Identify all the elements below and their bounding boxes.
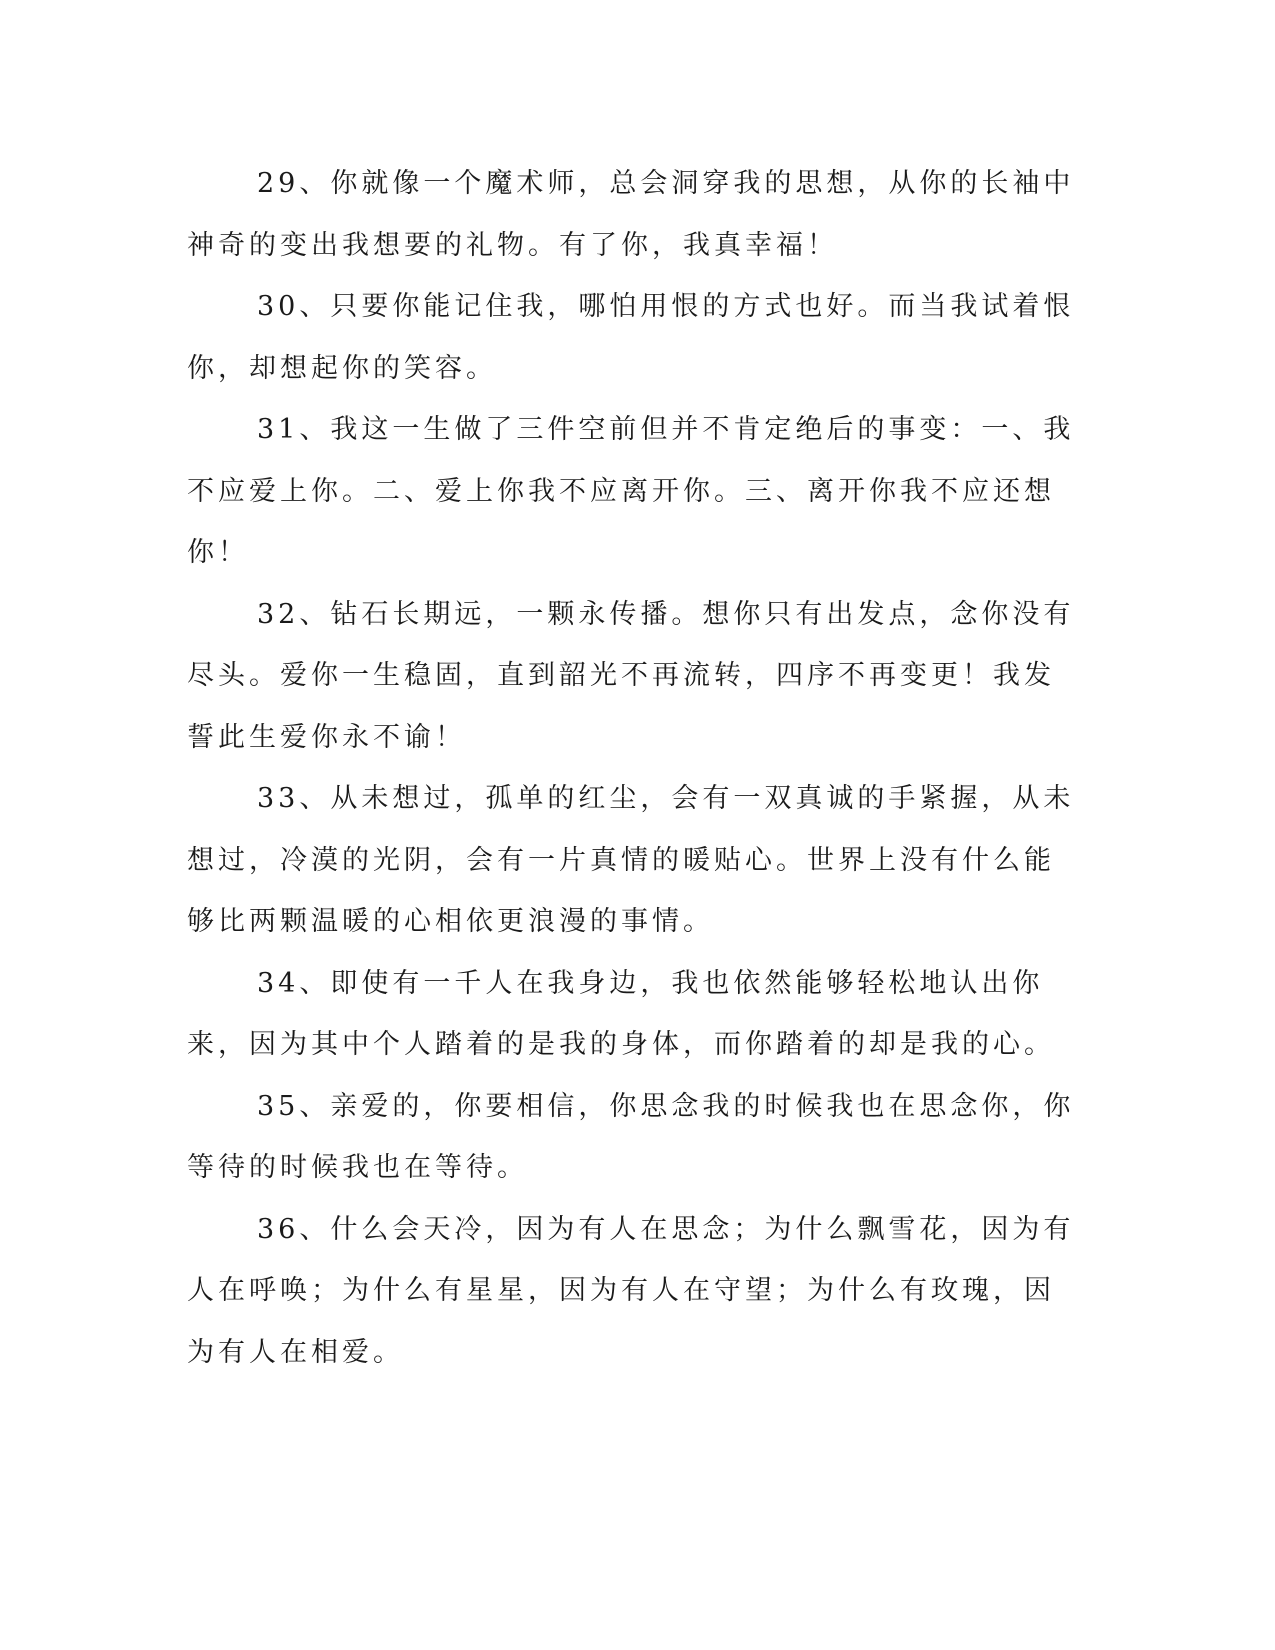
paragraph-32: 32、钻石长期远，一颗永传播。想你只有出发点，念你没有尽头。爱你一生稳固，直到韶光不再流转，四序不再变更！我发誓此生爱你永不谕！ xyxy=(187,598,1075,753)
paragraph-31: 31、我这一生做了三件空前但并不肯定绝后的事变：一、我不应爱上你。二、爱上你我不应离开你。三、离开你我不应还想你！ xyxy=(187,414,1075,568)
document-body xyxy=(187,153,1077,1383)
paragraph-29: 29、你就像一个魔术师，总会洞穿我的思想，从你的长袖中神奇的变出我想要的礼物。有了你，我真幸福！ xyxy=(187,168,1075,261)
paragraph-36: 36、什么会天冷，因为有人在思念；为什么飘雪花，因为有人在呼唤；为什么有星星，因为有人在守望；为什么有玫瑰，因为有人在相爱。 xyxy=(187,1213,1075,1368)
paragraph-30: 30、只要你能记住我，哪怕用恨的方式也好。而当我试着恨你，却想起你的笑容。 xyxy=(187,291,1075,384)
paragraph-33: 33、从未想过，孤单的红尘，会有一双真诚的手紧握，从未想过，冷漠的光阴，会有一片真情的暖贴心。世界上没有什么能够比两颗温暖的心相依更浪漫的事情。 xyxy=(187,783,1075,937)
paragraph-35: 35、亲爱的，你要相信，你思念我的时候我也在思念你，你等待的时候我也在等待。 xyxy=(187,1090,1075,1183)
paragraph-34: 34、即使有一千人在我身边，我也依然能够轻松地认出你来，因为其中个人踏着的是我的身体，而你踏着的却是我的心。 xyxy=(187,967,1055,1060)
